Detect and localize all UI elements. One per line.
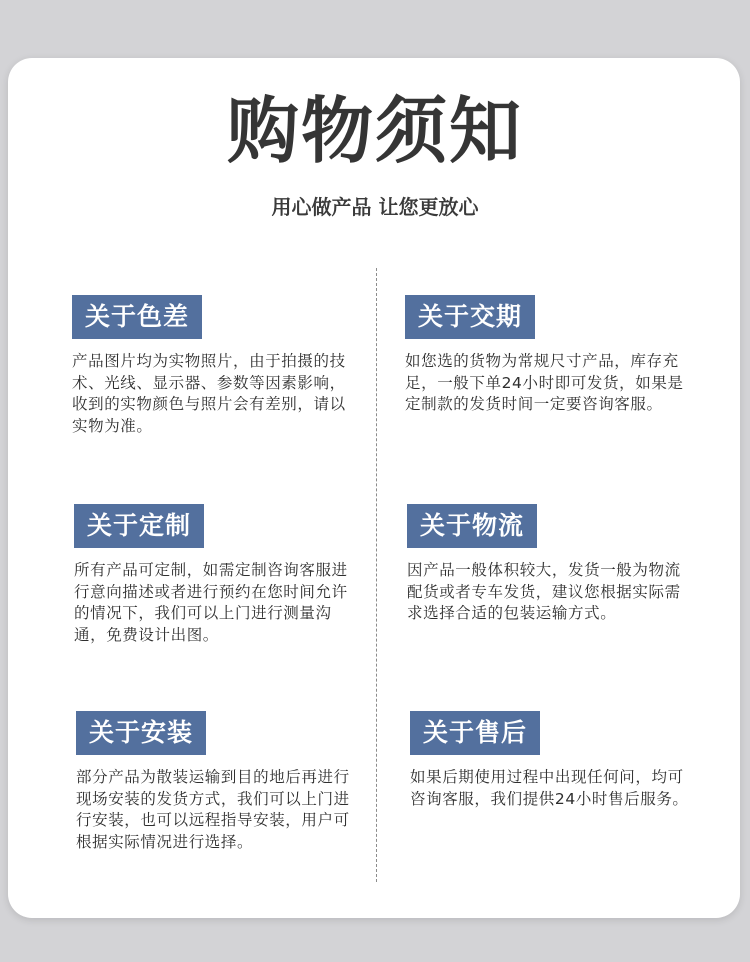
section-color-difference bbox=[72, 295, 354, 437]
section-text: 因产品一般体积较大，发货一般为物流配货或者专车发货，建议您根据实际需求选择合适的包装运输方式。 bbox=[407, 561, 681, 622]
section-badge: 关于物流 bbox=[407, 504, 537, 548]
section-customization bbox=[74, 504, 356, 646]
page-subtitle: 用心做产品 让您更放心 bbox=[271, 195, 479, 219]
section-logistics bbox=[407, 504, 689, 625]
section-delivery-time bbox=[405, 295, 689, 416]
section-text: 如您选的货物为常规尺寸产品，库存充足，一般下单24小时即可发货，如果是定制款的发货时间一定要咨询客服。 bbox=[405, 352, 684, 413]
section-text: 部分产品为散装运输到目的地后再进行现场安装的发货方式，我们可以上门进行安装，也可以远程指导安装，用户可根据实际情况进行选择。 bbox=[76, 768, 350, 851]
section-text: 所有产品可定制，如需定制咨询客服进行意向描述或者进行预约在您时间允许的情况下，我们可以上门进行测量沟通，免费设计出图。 bbox=[74, 561, 348, 644]
section-badge: 关于安装 bbox=[76, 711, 206, 755]
section-badge: 关于交期 bbox=[405, 295, 535, 339]
center-divider bbox=[376, 268, 377, 882]
section-text: 产品图片均为实物照片，由于拍摄的技术、光线、显示器、参数等因素影响，收到的实物颜色与照片会有差别，请以实物为准。 bbox=[72, 352, 346, 435]
page-title: 购物须知 bbox=[226, 89, 523, 173]
section-badge: 关于定制 bbox=[74, 504, 204, 548]
section-badge: 关于售后 bbox=[410, 711, 540, 755]
section-installation bbox=[76, 711, 356, 853]
section-badge: 关于色差 bbox=[72, 295, 202, 339]
section-text: 如果后期使用过程中出现任何问，均可咨询客服，我们提供24小时售后服务。 bbox=[410, 768, 689, 808]
section-after-sales bbox=[410, 711, 694, 810]
